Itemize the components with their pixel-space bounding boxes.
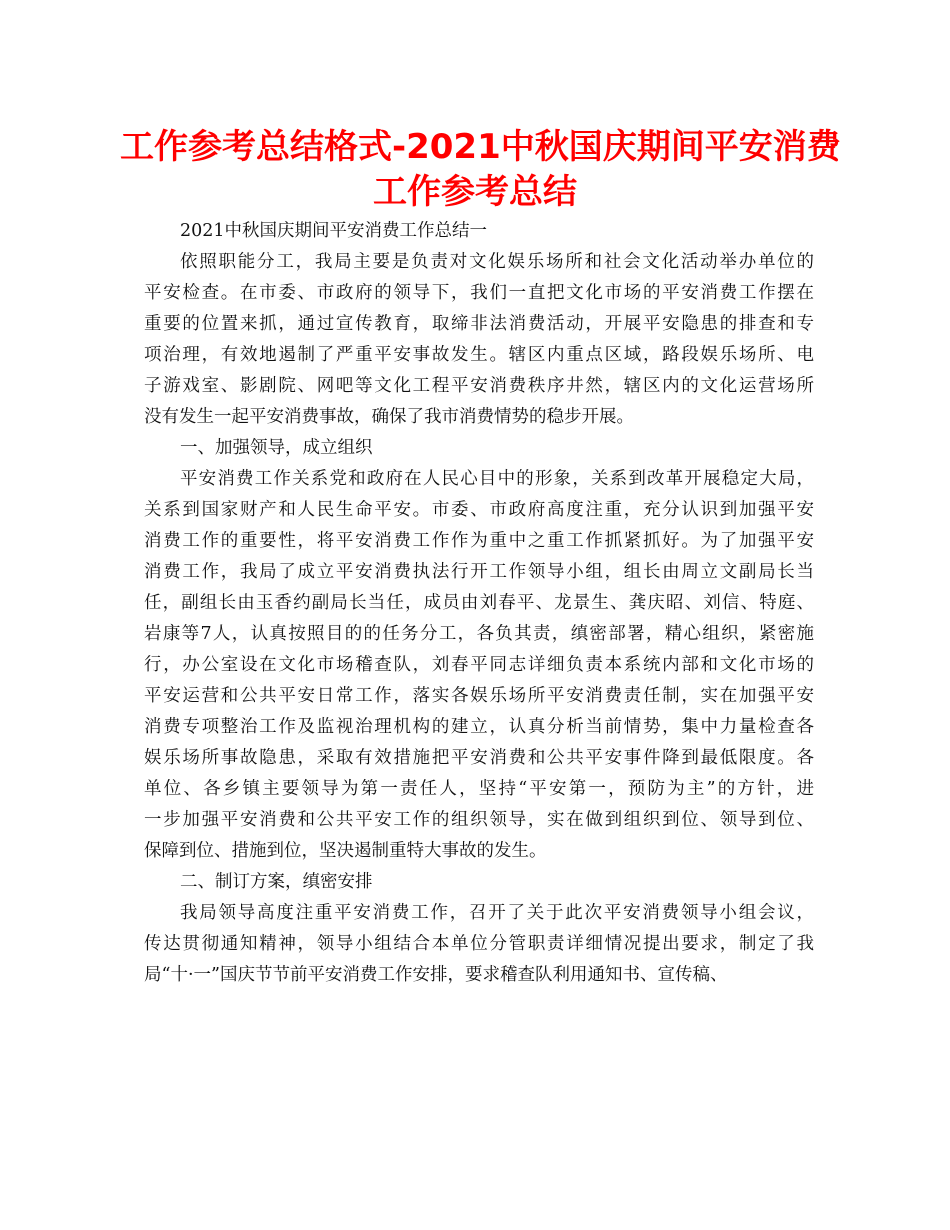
text-line: 保障到位、措施到位，坚决遏制重特大事故的发生。 bbox=[144, 841, 547, 861]
text-line: 2021中秋国庆期间平安消费工作总结一 bbox=[180, 221, 488, 241]
text-line: 消费工作，我局了成立平安消费执法行开工作领导小组，组长由周立文副局长当 bbox=[144, 562, 814, 582]
text-line: 单位、各乡镇主要领导为第一责任人，坚持“平安第一，预防为主”的方针，进 bbox=[144, 779, 814, 799]
text-line: 局“十·一”国庆节节前平安消费工作安排，要求稽查队利用通知书、宣传稿、 bbox=[144, 965, 728, 985]
text-line: 项治理，有效地遏制了严重平安事故发生。辖区内重点区域，路段娱乐场所、电 bbox=[144, 345, 814, 365]
text-line: 岩康等7人，认真按照目的的任务分工，各负其责，缜密部署，精心组织，紧密施 bbox=[144, 624, 814, 644]
text-line: 一、加强领导，成立组织 bbox=[180, 438, 373, 458]
text-line: 任，副组长由玉香约副局长当任，成员由刘春平、龙景生、龚庆昭、刘信、特庭、 bbox=[144, 593, 814, 613]
paragraph-p1 bbox=[144, 247, 814, 433]
text-line: 传达贯彻通知精神，领导小组结合本单位分管职责详细情况提出要求，制定了我 bbox=[144, 934, 814, 954]
text-line: 消费专项整治工作及监视治理机构的建立，认真分析当前情势，集中力量检查各 bbox=[144, 717, 814, 737]
text-line: 平安消费工作关系党和政府在人民心目中的形象，关系到改革开展稳定大局， bbox=[180, 469, 814, 489]
text-line: 平安检查。在市委、市政府的领导下，我们一直把文化市场的平安消费工作摆在 bbox=[144, 283, 814, 303]
text-line: 行，办公室设在文化市场稽查队，刘春平同志详细负责本系统内部和文化市场的 bbox=[144, 655, 814, 675]
document-title-line-2: 工作参考总结 bbox=[373, 172, 577, 212]
paragraph-p2 bbox=[144, 464, 814, 867]
text-line: 重要的位置来抓，通过宣传教育，取缔非法消费活动，开展平安隐患的排查和专 bbox=[144, 314, 814, 334]
section-heading-h2 bbox=[144, 867, 814, 898]
section-heading-subtitle bbox=[144, 216, 814, 247]
text-line: 平安运营和公共平安日常工作，落实各娱乐场所平安消费责任制，实在加强平安 bbox=[144, 686, 814, 706]
text-line: 关系到国家财产和人民生命平安。市委、市政府高度注重，充分认识到加强平安 bbox=[144, 500, 814, 520]
document-body bbox=[144, 216, 814, 991]
text-line: 依照职能分工，我局主要是负责对文化娱乐场所和社会文化活动举办单位的 bbox=[180, 252, 814, 272]
text-line: 没有发生一起平安消费事故，确保了我市消费情势的稳步开展。 bbox=[144, 407, 634, 427]
document-title-line-1: 工作参考总结格式-2021中秋国庆期间平安消费 bbox=[120, 127, 841, 167]
text-line: 消费工作的重要性，将平安消费工作作为重中之重工作抓紧抓好。为了加强平安 bbox=[144, 531, 814, 551]
paragraph-p3 bbox=[144, 898, 814, 991]
text-line: 我局领导高度注重平安消费工作，召开了关于此次平安消费领导小组会议， bbox=[180, 903, 814, 923]
text-line: 一步加强平安消费和公共平安工作的组织领导，实在做到组织到位、领导到位、 bbox=[144, 810, 814, 830]
text-line: 子游戏室、影剧院、网吧等文化工程平安消费秩序井然，辖区内的文化运营场所 bbox=[144, 376, 814, 396]
section-heading-h1 bbox=[144, 433, 814, 464]
text-line: 二、制订方案，缜密安排 bbox=[180, 872, 373, 892]
text-line: 娱乐场所事故隐患，采取有效措施把平安消费和公共平安事件降到最低限度。各 bbox=[144, 748, 814, 768]
